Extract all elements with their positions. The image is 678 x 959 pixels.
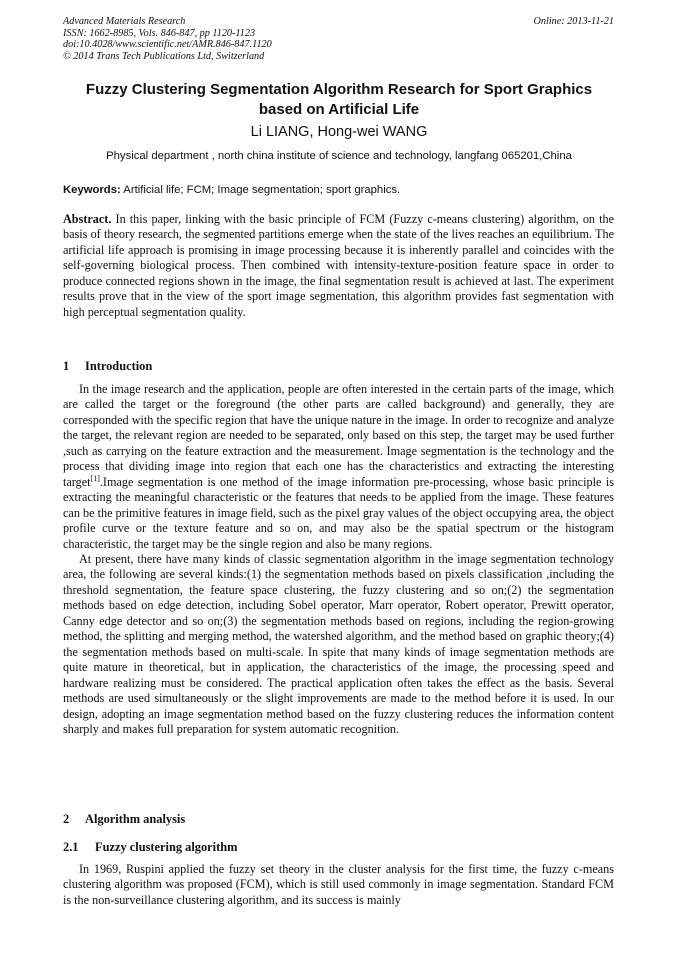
section-2-heading <box>63 812 614 827</box>
doi-line: doi:10.4028/www.scientific.net/AMR.846-847.1120 <box>63 39 272 51</box>
affiliation: Physical department , north china institute of science and technology, langfang 065201,China <box>106 150 572 162</box>
keywords-line <box>63 184 614 196</box>
title-line-2: based on Artificial Life <box>258 101 420 118</box>
paper-title <box>40 80 638 120</box>
journal-header <box>63 16 614 62</box>
online-date: Online: 2013-11-21 <box>533 16 614 27</box>
keywords-text: Artificial life; FCM; Image segmentation; sport graphics. <box>123 184 401 196</box>
intro-paragraph-2: At present, there have many kinds of classic segmentation algorithm in the image segmentation technology area, the following are several kinds:(1) the segmentation methods based on pixels classification ,including the threshold segmentation, the feature space clustering, the fuzzy clustering and so on;(2) the segmentation methods based on edge detection, including Sobel operator, Marr operator, Robert operator, Prewitt operator, Canny edge detector and so on;(3) the segmentation methods based on regions, including the region-growing method, the splitting and merging method, the watershed algorithm, and the method based on graphic theory;(4) the segmentation methods based on multi-scale. In spite that many kinds of image segmentation methods are quite mature in theoretical, but in application, the characteristics of the image, the processing speed and hardware realizing must be considered. The practical application often takes the effect as the basis. Several methods are used simultaneously or the slight improvements are made to the method before it is used. In our design, adopting an image segmentation method based on the fuzzy clustering reduces the information content sharply and makes full preparation for system automatic recognition. <box>63 551 614 736</box>
keywords-label: Keywords: <box>63 184 121 196</box>
copyright-line: © 2014 Trans Tech Publications Ltd, Switzerland <box>63 50 265 62</box>
section-1-body <box>63 382 614 737</box>
section-2-number: 2 <box>63 812 70 826</box>
intro-p1-text-a: In the image research and the application, people are often interested in the certain parts of the image, which are called the target or the foreground (the other parts are called background) and generally, they are corresponded with the specific region that have the unique nature in the image. In order to recognize and analyze the target, the relevant region are needed to be separated, only based on this step, the target may be used further ,such as carrying on the feature extraction and the measurement. Image segmentation is the technology and the process that dividing image into region that each one has the characteristics and extracting the interesting target <box>63 382 614 489</box>
issn-line: ISSN: 1662-8985, Vols. 846-847, pp 1120-1123 <box>63 27 256 39</box>
section-2-1-heading <box>63 840 614 855</box>
title-line-1: Fuzzy Clustering Segmentation Algorithm Research for Sport Graphics <box>85 81 593 98</box>
section-1-heading <box>63 359 614 374</box>
journal-name: Advanced Materials Research <box>63 16 186 27</box>
fcm-paragraph-1: In 1969, Ruspini applied the fuzzy set theory in the cluster analysis for the first time, the fuzzy c-means clustering algorithm was proposed (FCM), which is still used commonly in image segmentation. Standard FCM is the non-surveillance clustering algorithm, and its success is mainly <box>63 862 614 907</box>
citation-ref: [1] <box>90 473 100 483</box>
abstract-block <box>63 212 614 320</box>
section-1-title: Introduction <box>85 359 153 373</box>
section-2-1-number: 2.1 <box>63 840 79 854</box>
intro-paragraph-1 <box>63 382 614 552</box>
abstract-label: Abstract. <box>63 212 112 226</box>
section-1-heading-block <box>63 359 614 374</box>
section-2-title: Algorithm analysis <box>85 812 186 826</box>
abstract-paragraph <box>63 212 614 320</box>
section-2-heading-block <box>63 812 614 827</box>
authors: Li LIANG, Hong-wei WANG <box>250 124 428 140</box>
section-2-1-title: Fuzzy clustering algorithm <box>95 840 238 854</box>
section-2-1-heading-block <box>63 840 614 855</box>
section-2-1-body <box>63 862 614 908</box>
section-1-number: 1 <box>63 359 70 373</box>
intro-p1-text-b: .Image segmentation is one method of the image information pre-processing, whose basic principle is extracting the meaningful characteristic or the features that needs to be applied from the image. These features can be the primitive features in image field, such as the pixel gray values of the object occupying area, the object profile curve or the texture feature and so on, and may also be the spatial spectrum or the histogram characteristic, the target may be the single region and also be many regions. <box>63 474 614 551</box>
abstract-text: In this paper, linking with the basic principle of FCM (Fuzzy c-means clustering) algorithm, on the basis of theory research, the segmented partitions emerge when the state of the lives reaches an equilibrium. The artificial life approach is promising in image processing because it is inherently parallel and coincides with the self-governing biological process. Then combined with intensity-texture-position feature space in order to produce connected regions shown in the image, the final segmentation result is achieved at last. The experiment results prove that in the view of the sport image segmentation, this algorithm provides fast segmentation with high perceptual segmentation quality. <box>63 212 615 319</box>
